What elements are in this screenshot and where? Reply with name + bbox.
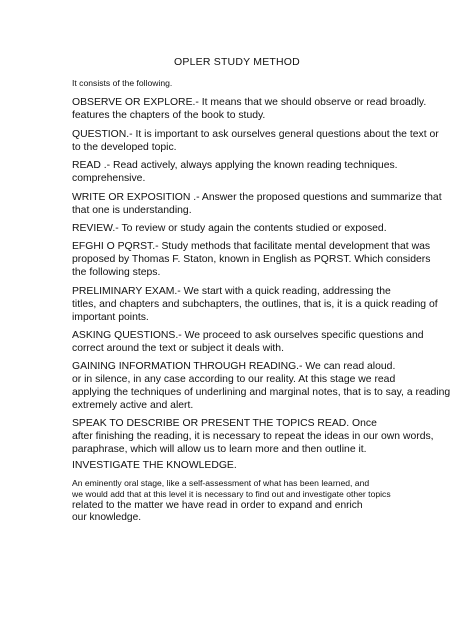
- paragraph-write-exposition: [72, 191, 442, 217]
- document-title: OPLER STUDY METHOD: [174, 56, 300, 68]
- paragraph-line: the following steps.: [72, 267, 161, 278]
- paragraph-line: WRITE OR EXPOSITION .- Answer the proposed questions and summarize that: [72, 192, 442, 203]
- paragraph-line: GAINING INFORMATION THROUGH READING.- We can read aloud.: [72, 361, 396, 372]
- paragraph-line: titles, and chapters and subchapters, the outlines, that is, it is a quick reading of: [72, 299, 438, 310]
- paragraph-line: comprehensive.: [72, 173, 146, 184]
- paragraph-line: extremely active and alert.: [72, 400, 194, 411]
- paragraph-line: to the developed topic.: [72, 142, 177, 153]
- paragraph-oral-stage: [72, 478, 432, 524]
- paragraph-line: after finishing the reading, it is necessary to repeat the ideas in our own words,: [72, 431, 434, 442]
- paragraph-line: correct around the text or subject it deals with.: [72, 343, 284, 354]
- paragraph-line: SPEAK TO DESCRIBE OR PRESENT THE TOPICS READ. Once: [72, 418, 377, 429]
- paragraph-line: READ .- Read actively, always applying the known reading techniques.: [72, 160, 398, 171]
- paragraph-gaining-information: [72, 360, 451, 412]
- paragraph-line: An eminently oral stage, like a self-assessment of what has been learned, and: [72, 478, 370, 488]
- paragraph-line: that one is understanding.: [72, 205, 192, 216]
- intro-line: It consists of the following.: [72, 78, 173, 88]
- paragraph-line: related to the matter we have read in order to expand and enrich: [72, 500, 363, 511]
- paragraph-efghi-pqrst: [72, 240, 432, 279]
- paragraph-review: [72, 222, 432, 235]
- paragraph-line: INVESTIGATE THE KNOWLEDGE.: [72, 460, 237, 471]
- paragraph-line: applying the techniques of underlining and marginal notes, that is to say, a reading: [72, 387, 451, 398]
- paragraph-line: paraphrase, which will allow us to learn more and then outline it.: [72, 444, 367, 455]
- paragraph-read: [72, 159, 432, 185]
- paragraph-line: REVIEW.- To review or study again the contents studied or exposed.: [72, 223, 387, 234]
- paragraph-line: ASKING QUESTIONS.- We proceed to ask ourselves specific questions and: [72, 330, 424, 341]
- paragraph-line: we would add that at this level it is necessary to find out and investigate other topics: [72, 489, 391, 499]
- paragraph-line: EFGHI O PQRST.- Study methods that facilitate mental development that was: [72, 241, 431, 252]
- paragraph-line: PRELIMINARY EXAM.- We start with a quick reading, addressing the: [72, 286, 391, 297]
- paragraph-line: proposed by Thomas F. Staton, known in English as PQRST. Which considers: [72, 254, 431, 265]
- paragraph-line: QUESTION.- It is important to ask ourselves general questions about the text or: [72, 129, 439, 140]
- paragraph-line: OBSERVE OR EXPLORE.- It means that we should observe or read broadly.: [72, 97, 427, 108]
- paragraph-observe-explore: [72, 96, 432, 122]
- paragraph-asking-questions: [72, 329, 432, 355]
- paragraph-line: features the chapters of the book to study.: [72, 110, 266, 121]
- paragraph-speak-describe: [72, 417, 432, 456]
- paragraph-investigate: [72, 459, 432, 472]
- paragraph-preliminary-exam: [72, 285, 438, 324]
- paragraph-line: our knowledge.: [72, 512, 142, 523]
- intro-paragraph: [72, 78, 432, 89]
- paragraph-line: important points.: [72, 312, 149, 323]
- paragraph-line: or in silence, in any case according to our reality. At this stage we read: [72, 374, 396, 385]
- paragraph-question: [72, 128, 439, 154]
